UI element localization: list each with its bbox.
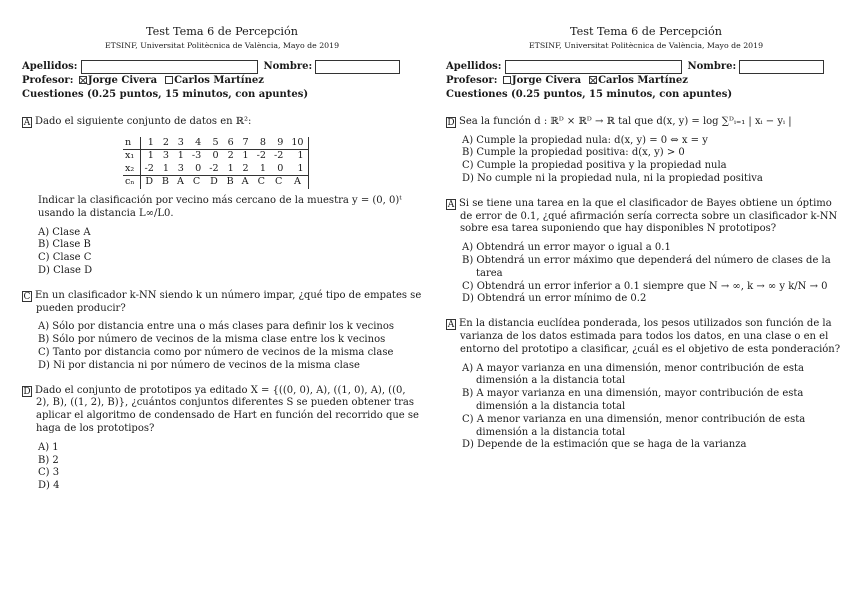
checkbox-jorge-civera[interactable]	[79, 76, 87, 84]
table-cell: 2	[158, 137, 173, 150]
profesor-label: Profesor:	[446, 75, 498, 87]
table-cell: 4	[188, 137, 205, 150]
option-d[interactable]: D) Ni por distancia ni por número de vecinos de la misma clase	[38, 359, 360, 371]
table-cell: D	[205, 176, 222, 189]
table-cell: B	[223, 176, 238, 189]
table-cell: -3	[191, 150, 202, 162]
option-a[interactable]: A) 1	[38, 441, 59, 453]
question-text: Dado el conjunto de prototipos ya editado X = {((0, 0), A), ((1, 0), A), ((0, 2), B), ((1, 2), B)}, ¿cuántos conjuntos diferentes S se pueden obtener tras aplicar el algoritmo de condensado de Hart en función del recorrido que se haga de los prototipos?	[35, 384, 419, 435]
nombre-label: Nombre:	[263, 60, 313, 72]
option-d[interactable]: D) Clase D	[38, 265, 93, 277]
table-cell: 6	[223, 137, 238, 150]
table-cell: 3	[162, 150, 169, 162]
option-c[interactable]: C) Obtendrá un error inferior a 0.1 siempre que N → ∞, k → ∞ y k/N → 0	[462, 280, 828, 292]
question-3	[22, 385, 422, 493]
table-cell: B	[158, 176, 173, 189]
question-3	[446, 318, 846, 452]
exam-subtitle: ETSINF, Universitat Politècnica de València, Mayo de 2019	[528, 41, 764, 51]
table-cell: -2	[256, 150, 266, 162]
question-1	[22, 116, 422, 278]
profesor-option-label: Jorge Civera	[87, 75, 158, 87]
table-cell: 10	[287, 137, 308, 150]
table-cell: 3	[177, 162, 184, 174]
options-list	[22, 321, 422, 372]
option-a[interactable]: A) Sólo por distancia entre una o más clases para definir los k vecinos	[38, 321, 394, 333]
option-c[interactable]: C) Cumple la propiedad positiva y la propiedad nula	[462, 160, 727, 172]
table-row	[123, 137, 308, 150]
question-text: Dado el siguiente conjunto de datos en ℝ²:	[35, 115, 252, 127]
table-cell: 1	[177, 150, 184, 162]
profesor-option-label: Carlos Martínez	[174, 75, 264, 87]
question-2	[446, 198, 846, 306]
option-b[interactable]: B) 2	[38, 454, 59, 466]
answer-box[interactable]: D	[447, 117, 455, 128]
table-cell: 5	[205, 137, 222, 150]
table-cell: 7	[238, 137, 253, 150]
nombre-label: Nombre:	[687, 60, 737, 72]
table-cell: 0	[212, 150, 219, 162]
table-row-label: x₂	[123, 163, 140, 176]
exam-header	[22, 25, 422, 51]
option-c[interactable]: C) Tanto por distancia como por número de vecinos de la misma clase	[38, 347, 394, 359]
question-text: En la distancia euclídea ponderada, los pesos utilizados son función de la varianza de los datos estimada para todos los datos, en una clase o en el entorno del prototipo a clasificar, ¿cuál es el objetivo de esta ponderación?	[459, 318, 841, 355]
profesor-label: Profesor:	[22, 75, 74, 87]
table-cell: A	[173, 176, 188, 189]
table-cell: -2	[209, 162, 219, 174]
option-c[interactable]: C) Clase C	[38, 252, 92, 264]
exam-title: Test Tema 6 de Percepción	[570, 25, 722, 38]
dataset-table	[123, 137, 309, 189]
table-row	[123, 163, 308, 176]
question-text: Si se tiene una tarea en la que el clasificador de Bayes obtiene un óptimo de error de 0.1, ¿qué afirmación sería correcta sobre un clasificador k-NN sobre esa tarea suponiendo que hay disponibles N prototipos?	[459, 197, 838, 235]
apellidos-field[interactable]	[505, 60, 682, 74]
profesor-option-label: Jorge Civera	[511, 75, 582, 87]
exam-title: Test Tema 6 de Percepción	[146, 25, 298, 38]
table-cell: A	[287, 176, 308, 189]
option-c[interactable]: C) A menor varianza en una dimensión, menor contribución de esta dimensión a la distancia total	[462, 413, 806, 438]
table-cell: 1	[287, 150, 308, 163]
answer-box[interactable]: C	[23, 291, 31, 302]
option-d[interactable]: D) No cumple ni la propiedad nula, ni la propiedad positiva	[462, 173, 763, 185]
question-1	[446, 116, 846, 186]
profesor-row	[22, 75, 422, 88]
checkbox-carlos-martinez[interactable]	[165, 76, 173, 84]
table-cell: 0	[195, 162, 202, 174]
option-d[interactable]: D) Obtendrá un error mínimo de 0.2	[462, 293, 647, 305]
table-cell: 1	[147, 150, 154, 162]
nombre-field[interactable]	[739, 60, 824, 74]
table-cell: C	[188, 176, 205, 189]
question-2	[22, 290, 422, 373]
cuestiones-heading: Cuestiones (0.25 puntos, 15 minutos, con apuntes)	[446, 89, 733, 101]
table-cell: 1	[140, 137, 158, 150]
option-b[interactable]: B) Sólo por número de vecinos de la misma clase entre los k vecinos	[38, 334, 386, 346]
table-row	[123, 150, 308, 163]
apellidos-field[interactable]	[81, 60, 258, 74]
answer-box[interactable]: A	[447, 199, 455, 210]
table-cell: 1	[287, 163, 308, 176]
table-cell: C	[253, 176, 270, 189]
option-a[interactable]: A) Obtendrá un error mayor o igual a 0.1	[462, 242, 671, 254]
question-text: En un clasificador k-NN siendo k un número impar, ¿qué tipo de empates se pueden producir?	[35, 289, 422, 314]
option-d[interactable]: D) Depende de la estimación que se haga de la varianza	[462, 439, 747, 451]
options-list	[446, 242, 846, 306]
nombre-field[interactable]	[315, 60, 400, 74]
checkbox-jorge-civera[interactable]	[503, 76, 511, 84]
exam-subtitle: ETSINF, Universitat Politècnica de València, Mayo de 2019	[104, 41, 340, 51]
table-row-label: cₙ	[123, 176, 140, 189]
table-row-label: x₁	[123, 150, 140, 163]
options-list	[446, 135, 846, 186]
options-list	[446, 363, 846, 453]
exam-page-left	[22, 0, 422, 493]
option-a[interactable]: A) Clase A	[38, 226, 91, 238]
table-cell: 1	[162, 162, 169, 174]
table-cell: 2	[227, 150, 234, 162]
option-b[interactable]: B) Cumple la propiedad positiva: d(x, y) > 0	[462, 147, 685, 159]
apellidos-label: Apellidos:	[446, 60, 502, 72]
table-cell: 2	[242, 162, 249, 174]
table-cell: A	[238, 176, 253, 189]
student-info-row	[22, 60, 422, 74]
answer-box[interactable]: A	[447, 320, 455, 331]
table-cell: 3	[173, 137, 188, 150]
table-cell: 1	[242, 150, 249, 162]
table-cell: 1	[259, 162, 266, 174]
option-a[interactable]: A) Cumple la propiedad nula: d(x, y) = 0 ⇔ x = y	[462, 134, 708, 146]
table-cell: 1	[227, 162, 234, 174]
option-b[interactable]: B) Clase B	[38, 239, 91, 251]
table-cell: -2	[273, 150, 284, 162]
table-cell: C	[270, 176, 287, 189]
question-text: Sea la función d : ℝᴰ × ℝᴰ → ℝ tal que d(x, y) = log ∑ᴰᵢ₌₁ | xᵢ − yᵢ |	[459, 115, 792, 127]
options-list	[22, 442, 422, 493]
profesor-option-label: Carlos Martínez	[598, 75, 688, 87]
answer-box[interactable]: A	[23, 117, 31, 128]
table-cell: D	[140, 176, 158, 189]
exam-header	[446, 25, 846, 51]
profesor-row	[446, 75, 846, 88]
question-extra-text: Indicar la clasificación por vecino más cercano de la muestra y = (0, 0)ᵗ usando la distancia L∞/L0.	[38, 195, 402, 219]
exam-page-right	[446, 0, 846, 452]
option-d[interactable]: D) 4	[38, 480, 60, 492]
table-row-label: n	[123, 137, 140, 150]
option-b[interactable]: B) A mayor varianza en una dimensión, mayor contribución de esta dimensión a la distancia total	[462, 388, 804, 413]
option-a[interactable]: A) A mayor varianza en una dimensión, menor contribución de esta dimensión a la distancia total	[462, 362, 805, 387]
option-b[interactable]: B) Obtendrá un error máximo que dependerá del número de clases de la tarea	[462, 255, 831, 279]
answer-box[interactable]: D	[23, 386, 31, 397]
option-c[interactable]: C) 3	[38, 467, 60, 479]
table-cell: 0	[277, 162, 284, 174]
apellidos-label: Apellidos:	[22, 60, 78, 72]
table-row	[123, 176, 308, 189]
table-cell: 8	[253, 137, 270, 150]
checkbox-carlos-martinez[interactable]	[589, 76, 597, 84]
table-cell: -2	[144, 162, 154, 174]
options-list	[22, 227, 422, 278]
cuestiones-heading: Cuestiones (0.25 puntos, 15 minutos, con apuntes)	[22, 89, 309, 101]
student-info-row	[446, 60, 846, 74]
table-cell: 9	[270, 137, 287, 150]
